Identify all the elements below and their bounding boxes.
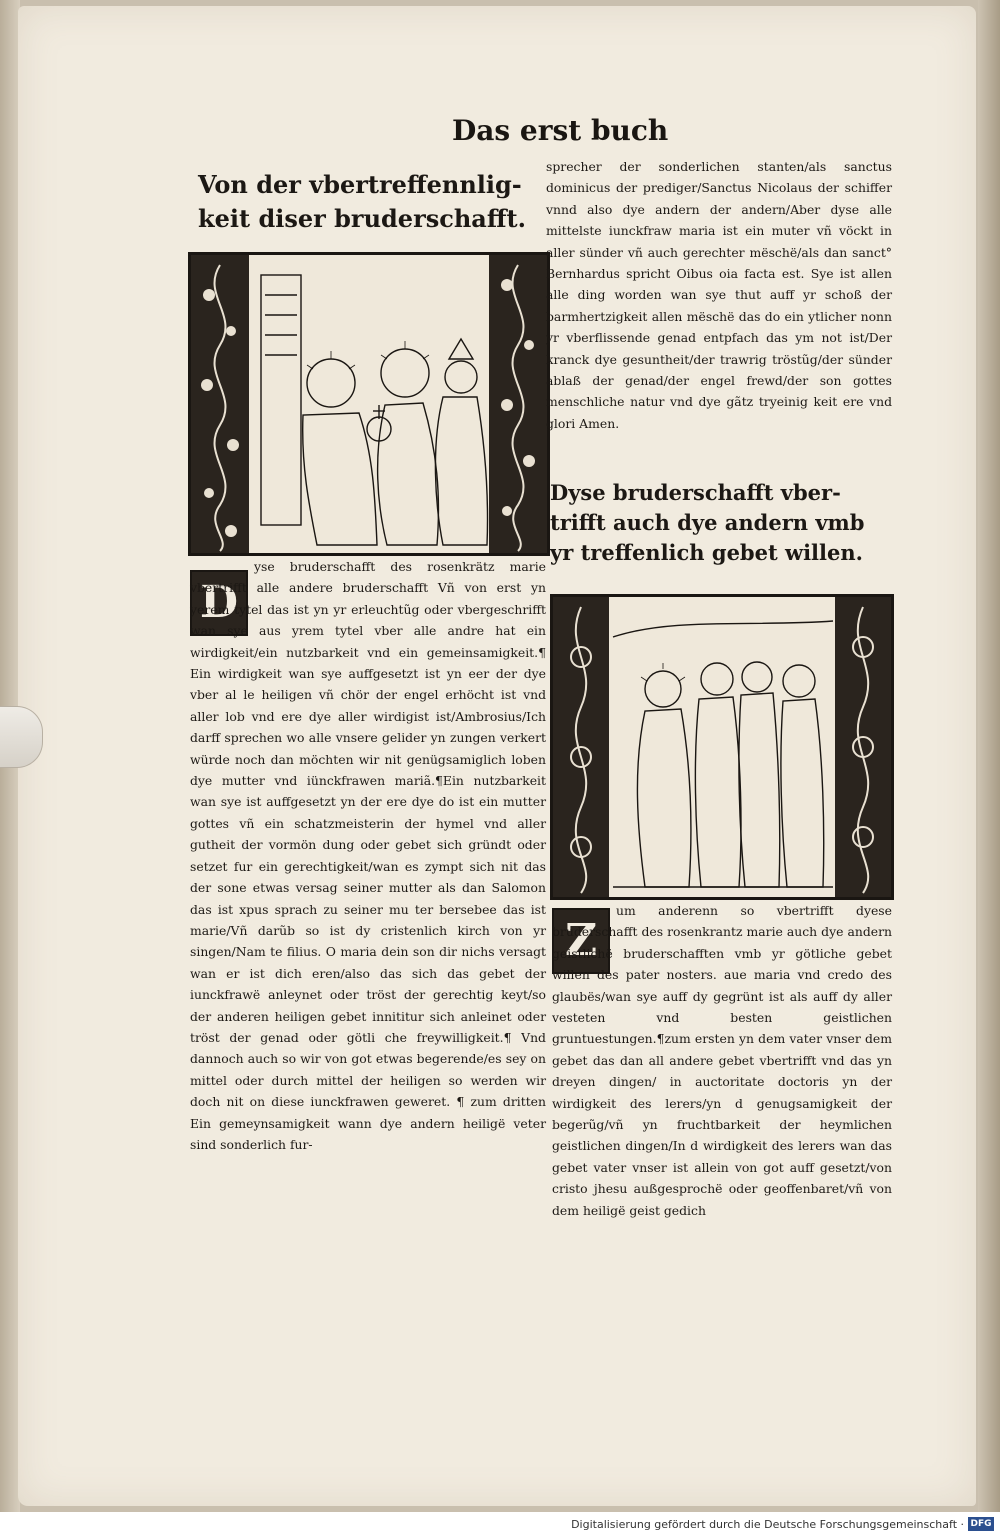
running-head: Das erst buch [452, 114, 669, 147]
left-heading [198, 170, 558, 234]
right-column [546, 156, 902, 1260]
footer-bar [0, 1512, 1000, 1537]
footer-credit: Digitalisierung gefördert durch die Deutsche Forschungsgemeinschaft · [571, 1518, 964, 1531]
right-heading [550, 478, 896, 568]
right-heading-line-1: Dyse bruderschafft vber- [550, 480, 841, 505]
left-body-text: yse bruderschafft des rosenkrätz marie vbertrifft alle andere bruderschafft Vñ von erst yn yerem tytel das ist yn yr erleuchtũg oder vbergeschrifft wan sye aus yrem tytel vber alle andre hat ein wirdigkeit/ein nutzbarkeit vnd ein gemeinsamigkeit.¶ Ein wirdigkeit wan sye auffgesetzt ist yn eer der dye vber al le heiligen vñ chör der engel erhöcht ist vnd aller lob vnd ere dye aller wirdigist ist/Ambrosius/Ich darff sprechen wo alle vnsere gelider yn zungen verkert würde noch dan möchten wir nit genügsamiglich loben dye mutter vnd iünckfrawen mariã.¶Ein nutzbarkeit wan sye ist auffgesetzt yn der ere dye do ist ein mutter gottes vñ ein schatzmeisterin der hymel vnd aller gutheit der vormön dung oder gebet sich gründt oder setzet fur ein gerechtigkeit/wan es zympt sich nit das der sone etwas versag seiner mutter als dan Salomon das ist xpus sprach zu seiner mu ter bersebee das ist marie/Vñ darũb so ist dy cristenlich kirch von yr singen/Nam te filius. O maria dein son dir nichs versagt wan er ist dich eren/also das sich das gebet der iunckfrawë anleynet oder tröst der gerechtig keyt/so der anderen heiligen gebet innititur sich anleinet oder tröst der genad oder götli che freywilligkeit.¶ Vnd dannoch auch so wir von got etwas begerende/es sey on mittel oder durch mittel der heiligen so werden wir doch nit on diese iunckfrawen geweret. ¶ zum dritten Ein gemeynsamigkeit wann dye andern heiligë veter sind sonderlich fur- [190, 559, 546, 1152]
right-heading-line-3: yr treffenlich gebet willen. [550, 540, 863, 565]
left-drop-cap: D [190, 570, 248, 636]
woodcut-image [191, 255, 547, 553]
right-heading-line-2: trifft auch dye andern vmb [550, 510, 865, 535]
right-body-text: um anderenn so vbertrifft dyese bruderschafft des rosenkrantz marie auch dye andern geistlichë bruderschafften vmb yr götliche gebet willen des pater nosters. aue maria vnd credo des glaubës/wan sye auff dy gegrünt ist als auff dy aller vesteten vnd besten geistlichen gruntuestungen.¶zum ersten yn dem vater vnser dem gebet das dan all andere gebet vbertrifft vnd das yn dreyen dingen/ in auctoritate doctoris yn der wirdigkeit des lerers/yn d genugsamigkeit der begerũg/vñ yn fruchtbarkeit der heymlichen geistlichen dingen/In d wirdigkeit des lerers wan das gebet vater vnser ist allein von got auff gesetzt/von cristo jhesu außgesprochë oder geoffenbaret/vñ von dem heiligë geist gedich [552, 903, 892, 1218]
page-clip [0, 706, 43, 768]
right-top-text: sprecher der sonderlichen stanten/als sanctus dominicus der prediger/Sanctus Nicolaus der schiffer vnnd also dye andern der andern/Aber dyse alle mittelste iunckfraw maria ist ein muter vñ vöckt in aller sünder vñ auch gerechter mëschë/als dan sanct° Bernhardus spricht Oibus oia facta est. Sye ist allen alle ding worden wan sye thut auff yr schoß der barmhertzigkeit allen mëschë das do ein ytlicher nonn yr vberflissende genad entpfach das ym not ist/Der kranck dye gesuntheit/der trawrig tröstũg/der sünder ablaß der genad/der engel frewd/der son gottes menschliche natur vnd dye gãtz tryeinig keit ere vnd glori Amen. [546, 159, 892, 431]
page-edge-right [978, 0, 1000, 1512]
woodcut-illustration-group [550, 594, 894, 900]
left-heading-line-2: keit diser bruderschafft. [198, 204, 526, 233]
left-heading-line-1: Von der vbertreffennlig- [198, 170, 522, 199]
right-drop-cap: Z [552, 908, 610, 974]
book-page [18, 6, 976, 1506]
woodcut-illustration-enthroned [188, 252, 550, 556]
dfg-logo-icon: DFG [968, 1517, 994, 1531]
left-column [186, 164, 566, 1460]
woodcut-image [553, 597, 891, 897]
